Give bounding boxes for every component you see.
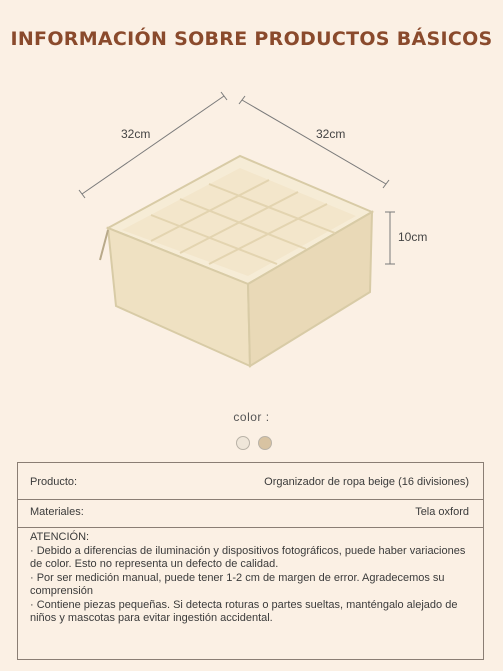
notes-heading: ATENCIÓN: — [30, 531, 90, 543]
height-label: 10cm — [398, 230, 428, 244]
color-swatch-light[interactable] — [236, 436, 250, 450]
product-info-table — [17, 462, 484, 660]
length-label: 32cm — [121, 127, 151, 141]
color-swatches — [236, 436, 272, 450]
materials-value: Tela oxford — [415, 506, 469, 518]
attention-notes — [30, 531, 480, 626]
note-item: · Contiene piezas pequeñas. Si detecta roturas o partes sueltas, manténgalo alejado de niños y mascotas para evitar ingestión accidental. — [30, 598, 458, 624]
materials-row — [18, 499, 483, 528]
page-title: INFORMACIÓN SOBRE PRODUCTOS BÁSICOS — [10, 28, 493, 50]
product-label: Producto: — [30, 476, 78, 488]
note-item: · Debido a diferencias de iluminación y dispositivos fotográficos, puede haber variaciones de color. Esto no representa un defecto de calidad. — [30, 544, 466, 570]
color-label: color : — [233, 410, 270, 424]
organizer-illustration — [0, 80, 503, 410]
product-row — [18, 463, 483, 500]
note-item: · Por ser medición manual, puede tener 1-2 cm de margen de error. Agradecemos su comprensión — [30, 571, 445, 597]
product-image — [0, 80, 503, 410]
width-label: 32cm — [316, 127, 346, 141]
product-value: Organizador de ropa beige (16 divisiones) — [264, 476, 469, 488]
materials-label: Materiales: — [30, 506, 84, 518]
color-swatch-beige[interactable] — [258, 436, 272, 450]
